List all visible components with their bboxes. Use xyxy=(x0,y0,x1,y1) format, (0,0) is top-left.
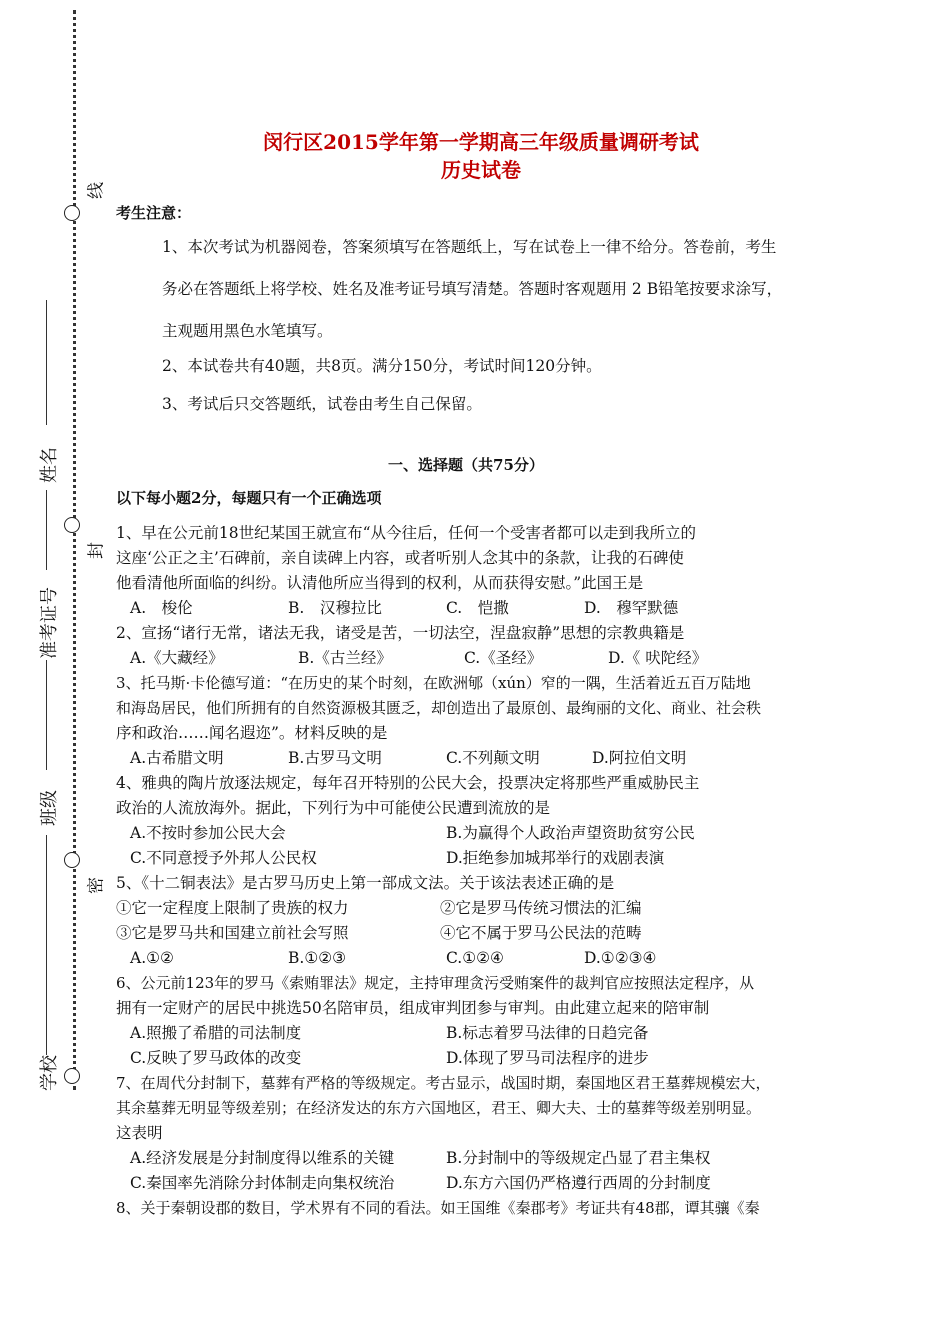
question-4-option-c: C.不同意授予外邦人公民权 xyxy=(130,849,317,867)
question-7-option-d: D.东方六国仍严格遵行西周的分封制度 xyxy=(446,1174,711,1192)
question-8-line: 8、关于秦朝设郡的数目，学术界有不同的看法。如王国维《秦郡考》考证共有48郡，谭其骧《秦 xyxy=(116,1199,760,1217)
label-school: 学校 xyxy=(39,1055,60,1091)
question-3-line: 3、托马斯·卡伦德写道：“在历史的某个时刻，在欧洲郇（xún）窄的一隅，生活着近五百万陆地 xyxy=(116,674,751,692)
question-4-option-b: B.为赢得个人政治声望资助贫穷公民 xyxy=(446,824,695,842)
question-7-line: 7、在周代分封制下，墓葬有严格的等级规定。考古显示，战国时期，秦国地区君王墓葬规模宏大， xyxy=(116,1074,771,1092)
question-1-line: 1、早在公元前18世纪某国王就宣布“从今往后，任何一个受害者都可以走到我所立的 xyxy=(116,524,697,542)
notice-heading: 考生注意： xyxy=(116,204,192,222)
question-4-line: 4、雅典的陶片放逐法规定，每年召开特别的公民大会，投票决定将那些严重威胁民主 xyxy=(116,774,700,792)
question-1-line: 这座‘公正之主’石碑前，亲自读碑上内容，或者听别人念其中的条款，让我的石碑使 xyxy=(116,549,684,567)
section-title: 一、选择题（共75分） xyxy=(388,456,544,474)
question-4-line: 政治的人流放海外。据此，下列行为中可能使公民遭到流放的是 xyxy=(116,799,551,817)
question-7-line: 这表明 xyxy=(116,1124,163,1142)
question-1-option-d: D. 穆罕默德 xyxy=(584,599,679,617)
question-1-line: 他看清他所面临的纠纷。认清他所应当得到的权利，从而获得安慰。”此国王是 xyxy=(116,574,644,592)
mark-feng: 封 xyxy=(86,542,107,559)
question-4-option-a: A.不按时参加公民大会 xyxy=(130,824,286,842)
question-5-line: 5、《十二铜表法》是古罗马历史上第一部成文法。关于该法表述正确的是 xyxy=(116,874,615,892)
binding-margin xyxy=(0,0,110,1344)
notice-line: 1、本次考试为机器阅卷，答案须填写在答题纸上，写在试卷上一律不给分。答卷前，考生 xyxy=(162,238,777,256)
binding-circle-icon xyxy=(64,1068,80,1084)
question-3-option-b: B.古罗马文明 xyxy=(288,749,382,767)
question-7-option-c: C.秦国率先消除分封体制走向集权统治 xyxy=(130,1174,395,1192)
question-5-option-b: B.①②③ xyxy=(288,949,347,967)
question-1-option-b: B. 汉穆拉比 xyxy=(288,599,382,617)
question-2-line: 2、宣扬“诸行无常，诸法无我，诸受是苦，一切法空，涅盘寂静”思想的宗教典籍是 xyxy=(116,624,685,642)
question-2-option-a: A.《大藏经》 xyxy=(130,649,224,667)
mark-xian: 线 xyxy=(86,182,107,199)
label-exam-id: 准考证号 xyxy=(39,587,60,659)
question-6-option-d: D.体现了罗马司法程序的进步 xyxy=(446,1049,649,1067)
exam-title: 闵行区2015学年第一学期高三年级质量调研考试 xyxy=(263,130,699,154)
question-5-option-d: D.①②③④ xyxy=(584,949,657,967)
binding-circle-icon xyxy=(64,517,80,533)
notice-line: 3、考试后只交答题纸，试卷由考生自己保留。 xyxy=(162,395,482,413)
question-3-option-c: C.不列颠文明 xyxy=(446,749,540,767)
question-3-line: 和海岛居民，他们所拥有的自然资源极其匮乏，却创造出了最原创、最绚丽的文化、商业、社会秩 xyxy=(116,699,762,717)
exam-id-underline xyxy=(46,490,47,570)
name-underline xyxy=(46,300,47,425)
question-5-statement: ②它是罗马传统习惯法的汇编 xyxy=(440,899,642,917)
question-5-statement: ④它不属于罗马公民法的范畴 xyxy=(440,924,642,942)
question-2-option-b: B.《古兰经》 xyxy=(298,649,392,667)
question-2-option-d: D.《 吠陀经》 xyxy=(608,649,708,667)
notice-line: 2、本试卷共有40题，共8页。满分150分，考试时间120分钟。 xyxy=(162,357,602,375)
mark-mi: 密 xyxy=(86,877,107,894)
question-7-option-a: A.经济发展是分封制度得以维系的关键 xyxy=(130,1149,395,1167)
question-1-option-c: C. 恺撒 xyxy=(446,599,509,617)
question-6-option-c: C.反映了罗马政体的改变 xyxy=(130,1049,302,1067)
label-name: 姓名 xyxy=(39,447,60,483)
school-underline xyxy=(46,835,47,1055)
question-6-option-a: A.照搬了希腊的司法制度 xyxy=(130,1024,302,1042)
binding-circle-icon xyxy=(64,205,80,221)
question-4-option-d: D.拒绝参加城邦举行的戏剧表演 xyxy=(446,849,665,867)
question-7-option-b: B.分封制中的等级规定凸显了君主集权 xyxy=(446,1149,711,1167)
question-2-option-c: C.《圣经》 xyxy=(464,649,543,667)
class-underline xyxy=(46,660,47,770)
question-5-option-c: C.①②④ xyxy=(446,949,504,967)
seal-dotted-line xyxy=(73,10,76,1090)
question-6-option-b: B.标志着罗马法律的日趋完备 xyxy=(446,1024,649,1042)
question-3-option-d: D.阿拉伯文明 xyxy=(592,749,687,767)
question-1-option-a: A. 梭伦 xyxy=(130,599,193,617)
section-instruction: 以下每小题2分，每题只有一个正确选项 xyxy=(116,489,382,507)
question-6-line: 6、公元前123年的罗马《索贿罪法》规定，主持审理贪污受贿案件的裁判官应按照法定程序，从 xyxy=(116,974,755,992)
label-class: 班级 xyxy=(39,790,60,826)
question-6-line: 拥有一定财产的居民中挑选50名陪审员，组成审判团参与审判。由此建立起来的陪审制 xyxy=(116,999,710,1017)
notice-line: 务必在答题纸上将学校、姓名及准考证号填写清楚。答题时客观题用 2 B铅笔按要求涂写， xyxy=(162,280,783,298)
question-5-statement: ③它是罗马共和国建立前社会写照 xyxy=(116,924,349,942)
exam-subtitle: 历史试卷 xyxy=(441,158,521,182)
question-5-option-a: A.①② xyxy=(130,949,174,967)
question-3-option-a: A.古希腊文明 xyxy=(130,749,224,767)
question-3-line: 序和政治……闻名遐迩”。材料反映的是 xyxy=(116,724,388,742)
question-7-line: 其余墓葬无明显等级差别；在经济发达的东方六国地区，君王、卿大夫、士的墓葬等级差别明显。 xyxy=(116,1099,762,1117)
question-5-statement: ①它一定程度上限制了贵族的权力 xyxy=(116,899,349,917)
binding-circle-icon xyxy=(64,852,80,868)
notice-line: 主观题用黑色水笔填写。 xyxy=(162,322,333,340)
